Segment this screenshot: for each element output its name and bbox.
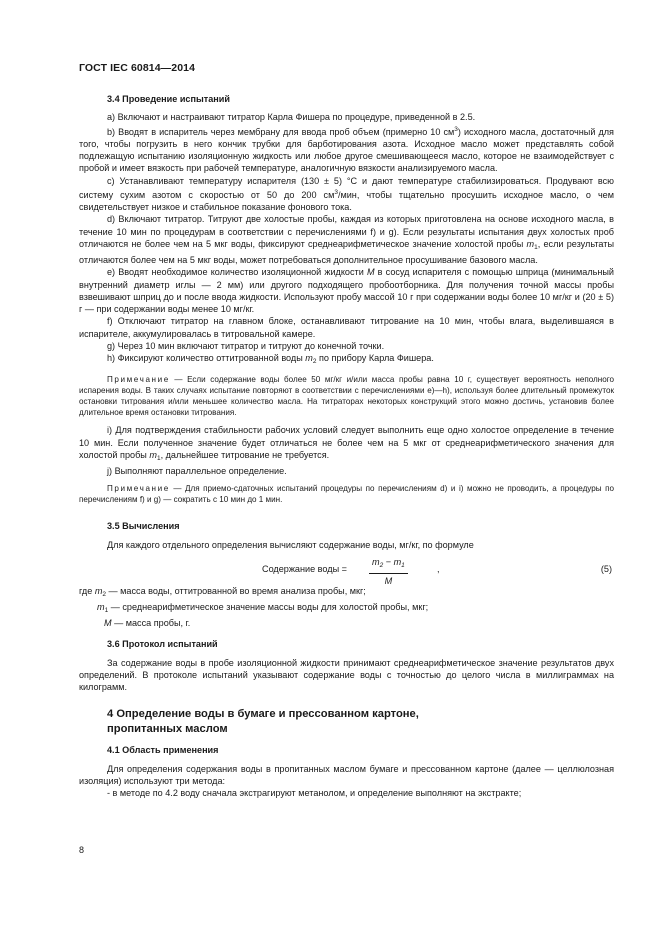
formula-fraction [369,556,408,588]
item-i-sub: 1 [156,454,161,462]
formula-numerator [369,556,408,574]
item-e [79,266,614,315]
item-b-part1: b) Вводят в испаритель через мембрану для ввода проб объем (примерно 10 см [107,126,455,137]
note-1-label: Примечание [107,375,170,385]
item-b [79,124,614,175]
item-h-sub: 2 [312,358,317,365]
item-c-part2: /мин, чтобы тщательно просушить исходное масло, о чем свидетельствует низкое и стабильное показание фонового тока. [79,189,614,212]
section-3-4-title: 3.4 Проведение испытаний [107,94,230,104]
item-b-sup: 3 [454,125,458,133]
item-h-var: m [305,353,313,363]
item-d-var: m [526,238,535,249]
item-j: j) Выполняют параллельное определение. [107,466,287,476]
note-2 [79,483,614,505]
chapter-4-title-line1: 4 Определение воды в бумаге и прессованном картоне, [107,708,419,721]
item-e-part1: е) Вводят необходимое количество изоляционной жидкости [107,267,367,278]
definition-row: M — масса пробы, г. [104,618,191,629]
formula-lhs: Содержание воды = [262,563,347,574]
item-c-part1: с) Устанавливают температуру испарителя (130 ± 5) °С и дают температуре стабилизироваться. Продувают всю систему сухим азотом с скоростью от 50 до 200 см [79,175,614,200]
page-number: 8 [79,845,85,855]
note-2-label: Примечание [107,484,170,494]
formula-tail: , [437,563,440,574]
item-i-part2: , дальнейшее титрование не требуется. [160,449,330,460]
item-a: а) Включают и настраивают титратор Карла Фишера по процедуре, приведенной в 2.5. [107,112,476,123]
definition-row: где $m_2$ — масса воды, оттитрованной во время анализа пробы, мкг; [79,585,366,598]
num-var-b: m [393,556,402,567]
standard-header: ГОСТ IEC 60814—2014 [79,62,196,74]
item-e-part2: в сосуд испарителя с помощью шприца (минимальный внутренний диаметр иглы — 2 мм) или другого подходящего пробоотборника. Для получения точной массы пробы взвешивают шприц до и после ввода жидкости. Используют пробу массой 10 г при содержании воды более 10 мг/кг и (20 ± 5) г — при содержании воды менее 10 мг/кг. [79,267,615,314]
section-4-1-title: 4.1 Область применения [107,745,219,756]
note-2-text: — Для приемо-сдаточных испытаний процедуры по перечислениям d) и i) можно не проводить, а процедуры по перечислениям f) и g) — сократить с 10 мин до 1 мин. [79,484,614,505]
item-c-sup: 3 [334,188,338,196]
item-h-part2: по прибору Карла Фишера. [316,353,434,363]
protocol-text: За содержание воды в пробе изоляционной жидкости принимают среднеарифметическое значение результатов двух определений. В протоколе испытаний указывают содержание воды с точностью до целого числа в миллиграммах на килограмм. [79,657,614,693]
item-b-part2: ) исходного масла, достаточный для того, чтобы погрузить в него кончик трубки для барботирования азота. Исходное масло может представлять собой подлежащую испытанию изоляционную жидкость или любое другое смешивающееся масло, которое не взаимодействует с пробой и имеет вязкость при рабочей температуре, аналогичную вязкости анализируемого масла. [79,126,614,174]
item-i-part1: i) Для подтверждения стабильности рабочих условий следует выполнить еще одно холостое определение в течение 10 мин. Если полученное значение будет отличаться не более чем на 5 мкг от среднеарифметического значения для холостой пробы [79,425,614,460]
note-1 [79,374,614,418]
scope-text: Для определения содержания воды в пропитанных маслом бумаге и прессованном картоне (далее — целлюлозная изоляция) используют три метода: [79,763,614,786]
formula-definitions [79,585,614,630]
calc-intro: Для каждого отдельного определения вычисляют содержание воды, мг/кг, по формуле [107,539,474,550]
item-d-part1: d) Включают титратор. Титруют две холостые пробы, каждая из которых приготовлена на основе исходного масла, в течение 10 мин по процедурам в соответствии с перечислениями f) и g). Если результаты испытания двух холостых проб отличаются не более чем на 5 мкг воды, фиксируют среднеарифметическое значение холостой пробы [79,214,614,249]
item-h-part1: h) Фиксируют количество оттитрованной воды [107,353,306,363]
formula-number: (5) [600,563,612,574]
item-e-var: M [366,267,375,278]
chapter-4-title-line2: пропитанных маслом [107,723,228,736]
item-c [79,175,614,214]
note-1-text: — Если содержание воды более 50 мг/кг и/или масса пробы равна 10 г, существует вероятность неполного испарения воды. В таких случаях испытание повторяют в соответствии с перечислениями е)—h), используя более длительный промежуток остановки титрования и/или меньшее количество масла. На титраторах некоторых конструкций этого можно достичь, установив более длительное время остановки титрования. [79,375,614,418]
section-3-6-title: 3.6 Протокол испытаний [107,639,218,650]
item-g: g) Через 10 мин включают титратор и титруют до конечной точки. [107,340,385,351]
formula-5 [79,555,614,586]
item-d-sub: 1 [534,243,538,251]
item-i-var: m [149,449,157,460]
num-sub-a: 2 [379,561,384,569]
num-sub-b: 1 [401,561,405,569]
num-var-a: m [372,556,380,567]
definition-row: $m_1$ — среднеарифметическое значение массы воды для холостой пробы, мкг; [97,601,429,614]
chapter-4-title [79,707,614,737]
scope-bullet: - в методе по 4.2 воду сначала экстрагируют метанолом, и определение выполняют на экстракте; [107,788,522,799]
item-d [79,213,614,266]
section-3-5-title: 3.5 Вычисления [107,521,180,532]
num-operator: − [383,556,394,567]
item-h [79,352,614,368]
document-body [79,92,614,799]
item-f: f) Отключают титратор на главном блоке, останавливают титрование на 10 мин, чтобы влага, выделившаяся в испарителе, аккумулировалась в титровальной камере. [79,316,614,339]
formula-denominator: M [384,576,393,586]
item-d-part2: , если результаты отличаются более чем на 5 мкг воды, может потребоваться дополнительное просушивание базового масла. [79,238,614,265]
item-i [79,424,614,465]
